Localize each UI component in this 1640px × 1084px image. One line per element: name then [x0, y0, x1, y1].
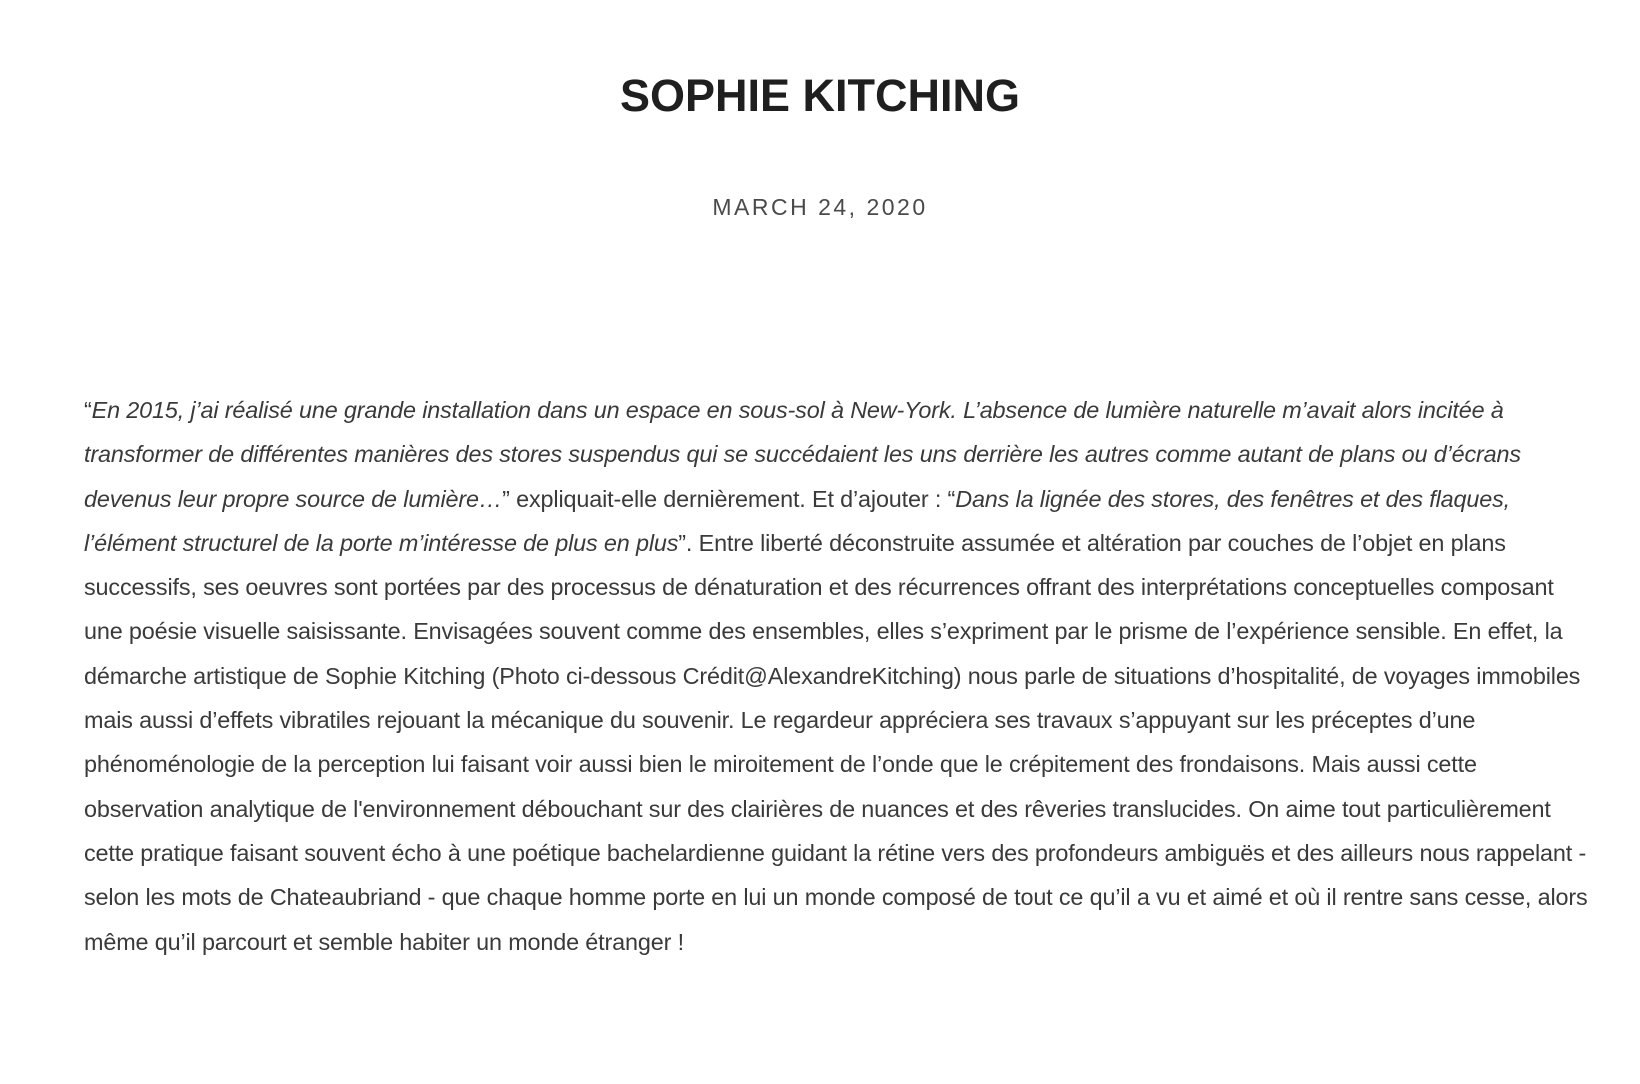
article-text-1: ” expliquait-elle dernièrement. Et d’ajouter : “ [502, 485, 956, 512]
quote-italic-1: En 2015, j’ai réalisé une grande installation dans un espace en sous-sol à New-York. L’absence de lumière naturelle m’avait alors incitée à transformer de différentes manières des stores suspendus qui se succédaient les uns derrière les autres comme autant de plans ou d’écrans devenus leur propre source de lumière… [84, 397, 1521, 512]
post-title: SOPHIE KITCHING [619, 70, 1021, 121]
article-body [84, 388, 1592, 964]
open-quote: “ [84, 397, 92, 423]
article-text-2: ”. Entre liberté déconstruite assumée et altération par couches de l’objet en plans successifs, ses oeuvres sont portées par des processus de dénaturation et des récurrences offrant des interprétations conceptuelles composant une poésie visuelle saisissante. Envisagées souvent comme des ensembles, elles s’expriment par le prisme de l’expérience sensible. En effet, la démarche artistique de Sophie Kitching (Photo ci-dessous Crédit@AlexandreKitching) nous parle de situations d’hospitalité, de voyages immobiles mais aussi d’effets vibratiles rejouant la mécanique du souvenir. Le regardeur appréciera ses travaux s’appuyant sur les préceptes d’une phénoménologie de la perception lui faisant voir aussi bien le miroitement de l’onde que le crépitement des frondaisons. Mais aussi cette observation analytique de l'environnement débouchant sur des clairières de nuances et des rêveries translucides. On aime tout particulièrement cette pratique faisant souvent écho à une poétique bachelardienne guidant la rétine vers des profondeurs ambiguës et des ailleurs nous rappelant - selon les mots de Chateaubriand - que chaque homme porte en lui un monde composé de tout ce qu’il a vu et aimé et où il rentre sans cesse, alors même qu’il parcourt et semble habiter un monde étranger ! [84, 529, 1588, 955]
post-date: MARCH 24, 2020 [712, 194, 928, 220]
quote-italic-2: Dans la lignée des stores, des fenêtres et des flaques, l’élément structurel de la porte m’intéresse de plus en plus [84, 485, 1510, 556]
